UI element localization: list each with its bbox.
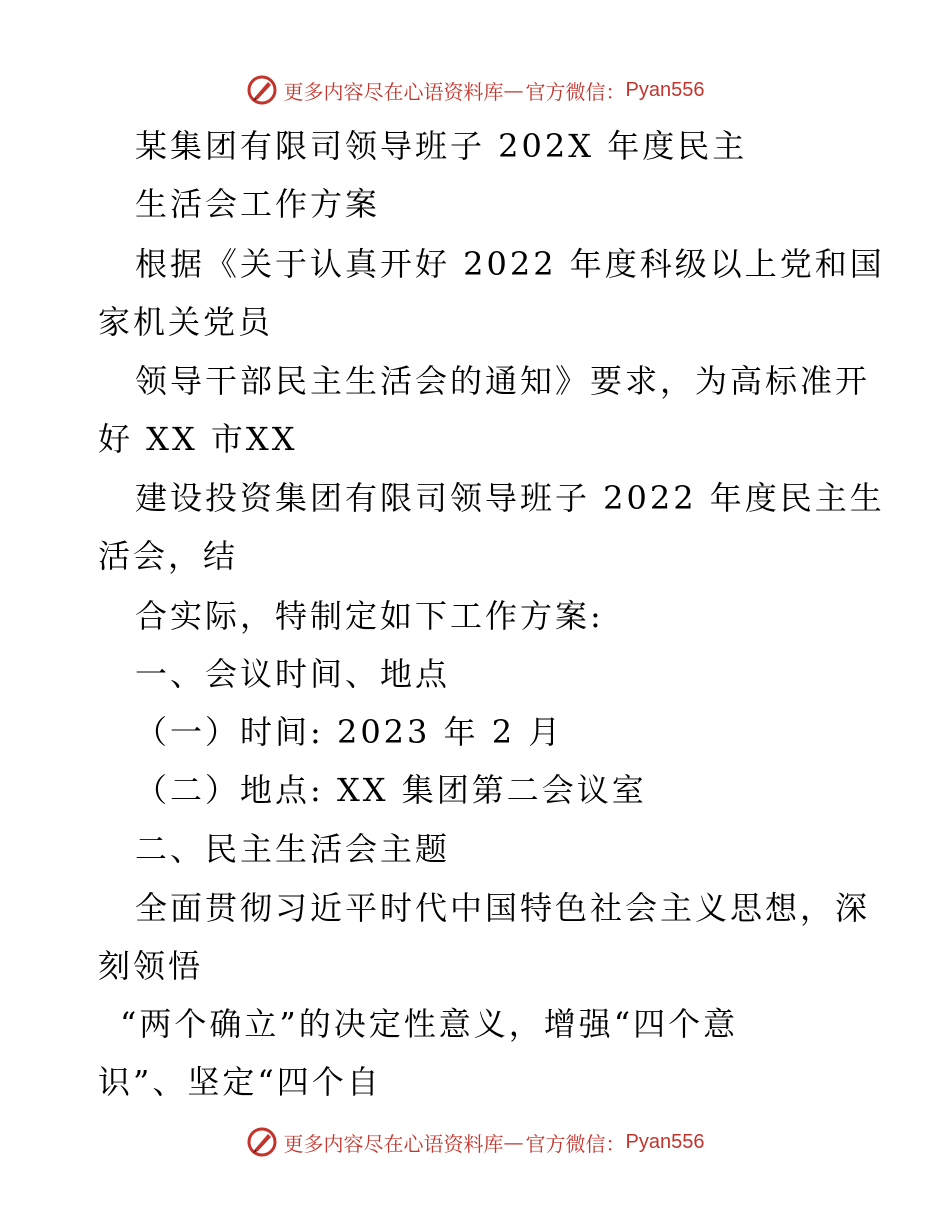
doc-text-line: 领导干部民主生活会的通知》要求，为高标准开 [135,362,871,400]
section-heading: 一、会议时间、地点 [135,655,451,693]
doc-text-line: 识”、坚定“四个自 [98,1063,382,1101]
watermark-separator: — [503,78,524,102]
doc-text-line: 全面贯彻习近平时代中国特色社会主义思想，深 [135,889,871,927]
doc-title-line-2: 生活会工作方案 [135,185,381,223]
section-heading: 二、民主生活会主题 [135,830,451,868]
doc-text-line: 家机关党员 [98,303,274,341]
watermark-official-label: 官方微信： [525,79,626,104]
doc-text-line: “两个确立”的决定性意义，增强“四个意 [120,1005,739,1043]
doc-text-line: 根据《关于认真开好 2022 年度科级以上党和国 [135,245,885,283]
footer-watermark [0,1122,950,1162]
doc-text-line: 刻领悟 [98,947,204,985]
doc-text-line: （二）地点: XX 集团第二会议室 [135,771,647,809]
header-watermark [0,70,950,110]
doc-text-line: 好 XX 市XX [98,420,298,458]
watermark-site-text: 更多内容尽在心语资料库 [283,1131,504,1156]
doc-title-line-1: 某集团有限司领导班子 202X 年度民主 [135,127,748,165]
watermark-official-label: 官方微信： [525,1131,626,1156]
watermark-wechat-id: Pyan556 [625,1130,705,1153]
doc-text-line: 建设投资集团有限司领导班子 2022 年度民主生 [135,479,885,517]
watermark-site-text: 更多内容尽在心语资料库 [283,79,504,104]
pen-logo-icon [246,74,278,106]
doc-text-line: 活会，结 [98,537,239,575]
pen-logo-icon [246,1126,278,1158]
doc-text-line: （一）时间: 2023 年 2 月 [135,713,564,751]
watermark-wechat-id: Pyan556 [625,78,705,101]
watermark-separator: — [503,1130,524,1154]
doc-text-line: 合实际，特制定如下工作方案: [135,597,604,635]
